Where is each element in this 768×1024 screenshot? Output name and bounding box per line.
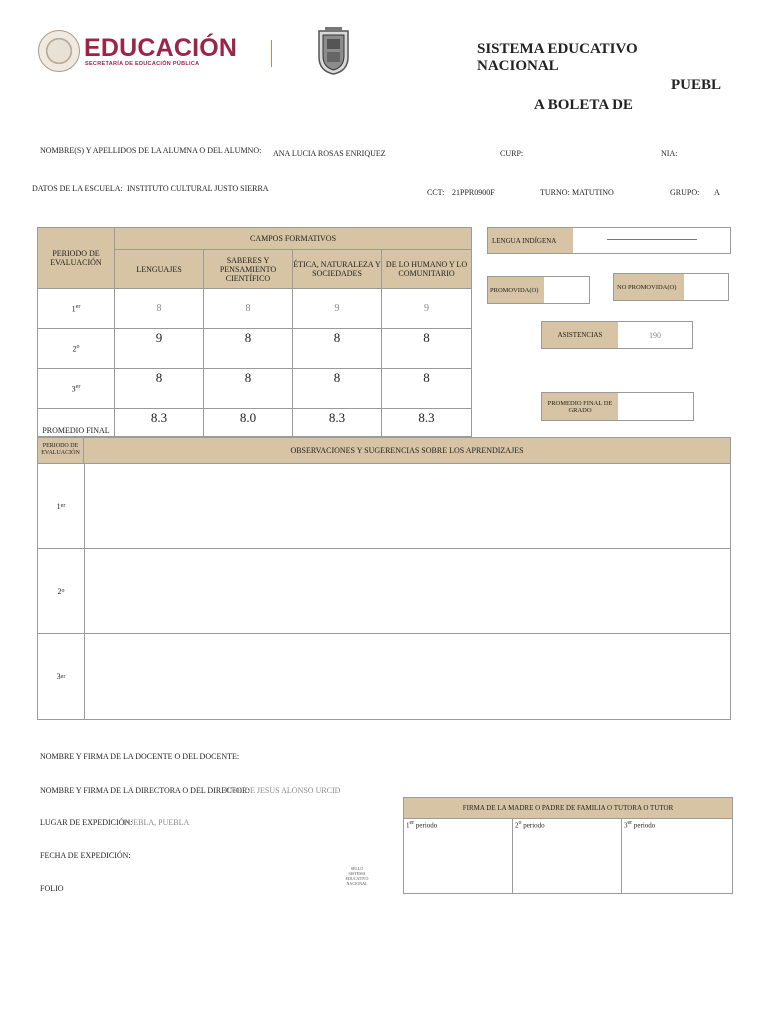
period-cell (38, 329, 115, 369)
observations-period-header: PERIODO DE EVALUACIÓN (38, 438, 84, 463)
folio-label: FOLIO (40, 884, 64, 893)
promedio-final-label: PROMEDIO FINAL DE GRADO (542, 393, 618, 420)
signature-period-suffix: o (518, 820, 522, 826)
state-shield-logo (317, 27, 350, 75)
grade-cell: 8 (204, 289, 293, 329)
signature-header: FIRMA DE LA MADRE O PADRE DE FAMILIA O TUTORA O TUTOR (404, 798, 733, 819)
period-header: PERIODO DE EVALUACIÓN (38, 228, 115, 289)
observations-title: OBSERVACIONES Y SUGERENCIAS SOBRE LOS APRENDIZAJES (290, 446, 524, 455)
signature-period-label: periodo (633, 821, 656, 830)
signature-period-suffix: er (627, 820, 633, 826)
education-logo-subtitle: SECRETARÍA DE EDUCACIÓN PÚBLICA (85, 61, 200, 67)
lengua-indigena-field[interactable] (573, 228, 730, 253)
grade-cell: 8 (293, 329, 382, 369)
observation-period (38, 549, 85, 633)
lengua-indigena-label: LENGUA INDÍGENA (488, 228, 573, 253)
signature-period-number: 1 (406, 821, 410, 830)
period-suffix: er (60, 503, 66, 509)
promovida-checkbox[interactable] (544, 277, 589, 303)
grade-cell: 8 (204, 329, 293, 369)
lugar-label: LUGAR DE EXPEDICIÓN: (40, 818, 133, 827)
observation-text-area[interactable] (84, 634, 730, 719)
period-number: 3 (56, 672, 61, 681)
column-header: DE LO HUMANO Y LO COMUNITARIO (382, 250, 472, 289)
signature-period-number: 2 (515, 821, 519, 830)
observation-row (37, 464, 731, 549)
signature-cell[interactable] (622, 819, 733, 894)
turno-label: TURNO: (540, 188, 570, 197)
observation-row (37, 634, 731, 720)
promedio-final-box (541, 392, 694, 421)
grupo-label: GRUPO: (670, 188, 700, 197)
signature-cell[interactable] (513, 819, 622, 894)
asistencias-value: 190 (649, 330, 661, 340)
document-title: A BOLETA DE (534, 97, 633, 113)
education-logo-text: EDUCACIÓN (84, 34, 238, 62)
no-promovida-label: NO PROMOVIDA(O) (614, 274, 684, 300)
parent-signature-table (403, 797, 733, 894)
average-cell: 8.3 (115, 409, 204, 437)
average-cell: 8.3 (382, 409, 472, 437)
lengua-indigena-box (487, 227, 731, 254)
lugar-value: PUEBLA, PUEBLA (123, 818, 190, 827)
grade-cell: 8 (293, 369, 382, 409)
grade-cell: 8 (115, 369, 204, 409)
logo-divider (271, 40, 272, 67)
lengua-indigena-line (607, 239, 697, 240)
period-number: 1 (56, 501, 61, 511)
period-number: 3 (71, 384, 76, 394)
column-header: SABERES Y PENSAMIENTO CIENTÍFICO (204, 250, 293, 289)
curp-label: CURP: (500, 149, 524, 158)
grade-cell: 9 (382, 289, 472, 329)
fecha-label: FECHA DE EXPEDICIÓN: (40, 851, 131, 860)
campos-header: CAMPOS FORMATIVOS (115, 228, 472, 250)
average-cell: 8.0 (204, 409, 293, 437)
grade-cell: 9 (293, 289, 382, 329)
system-title: SISTEMA EDUCATIVO NACIONAL (477, 41, 638, 74)
period-suffix: o (61, 588, 65, 594)
promovida-label: PROMOVIDA(O) (488, 277, 544, 303)
asistencias-box (541, 321, 693, 349)
average-cell: 8.3 (293, 409, 382, 437)
grade-cell: 9 (115, 329, 204, 369)
period-cell (38, 289, 115, 329)
director-label: NOMBRE Y FIRMA DE LA DIRECTORA O DEL DIRECTOR: (40, 786, 250, 795)
period-cell (38, 369, 115, 409)
signature-period-number: 3 (624, 821, 628, 830)
observation-row (37, 549, 731, 634)
period-suffix: er (75, 303, 81, 310)
grade-cell: 8 (204, 369, 293, 409)
signature-period-suffix: er (409, 820, 415, 826)
student-name-label: NOMBRE(S) Y APELLIDOS DE LA ALUMNA O DEL ALUMNO: (40, 146, 262, 155)
period-number: 2 (57, 586, 62, 596)
cct-value: 21PPR0900F (452, 188, 495, 197)
school-name: INSTITUTO CULTURAL JUSTO SIERRA (127, 184, 269, 193)
national-seal-logo (38, 30, 80, 72)
cct-label: CCT: (427, 188, 445, 197)
sello-text: SELLO SISTEMA EDUCATIVO NACIONAL (345, 866, 369, 886)
observation-text-area[interactable] (84, 464, 730, 548)
grade-cell: 8 (382, 369, 472, 409)
no-promovida-checkbox[interactable] (684, 274, 728, 300)
signature-cell[interactable] (404, 819, 513, 894)
promedio-final-value (618, 393, 693, 420)
observation-period (38, 634, 85, 719)
docente-label: NOMBRE Y FIRMA DE LA DOCENTE O DEL DOCENTE: (40, 752, 240, 761)
grupo-value: A (714, 188, 720, 197)
grade-cell: 8 (115, 289, 204, 329)
period-suffix: er (60, 673, 66, 680)
grade-cell: 8 (382, 329, 472, 369)
student-name-value: ANA LUCIA ROSAS ENRIQUEZ (273, 149, 386, 158)
column-header: ÉTICA, NATURALEZA Y SOCIEDADES (293, 250, 382, 289)
period-suffix: er (75, 383, 81, 390)
turno-value: MATUTINO (572, 188, 614, 197)
asistencias-label: ASISTENCIAS (542, 322, 618, 348)
column-header: LENGUAJES (115, 250, 204, 289)
grades-table (37, 227, 472, 437)
signature-period-label: periodo (415, 821, 438, 830)
school-label: DATOS DE LA ESCUELA: (32, 184, 123, 193)
director-value: JOSE DE JESUS ALONSO URCID (224, 786, 341, 795)
no-promovida-box (613, 273, 729, 301)
period-number: 1 (71, 304, 76, 314)
period-suffix: o (76, 343, 80, 350)
observations-header (37, 437, 731, 464)
promovida-box (487, 276, 590, 304)
average-label: PROMEDIO FINAL (38, 409, 115, 437)
nia-label: NIA: (661, 149, 678, 158)
period-number: 2 (72, 344, 77, 354)
observation-text-area[interactable] (84, 549, 730, 633)
observation-period (38, 464, 85, 548)
signature-period-label: periodo (523, 821, 545, 830)
state-name: PUEBL (671, 77, 722, 93)
